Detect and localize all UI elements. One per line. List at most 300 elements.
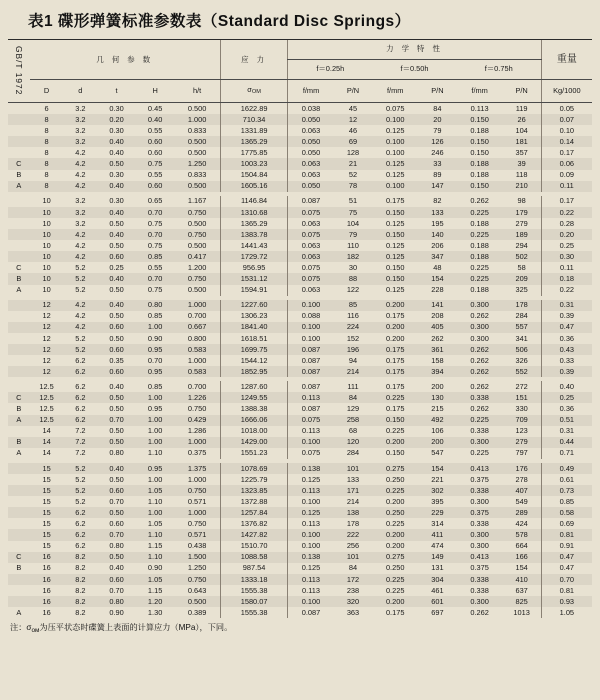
cell-f3: 0.113: [470, 103, 489, 113]
table-row: [8, 229, 592, 240]
cell-t: 0.50: [109, 285, 124, 295]
geometry-group-header: 几 何 参 数: [30, 40, 221, 79]
cell-D: 10: [42, 240, 51, 250]
cell-f1: 0.087: [288, 366, 334, 377]
cell-h/t: 0.500: [187, 596, 207, 606]
cell-mark: [8, 529, 30, 540]
cell-D: 12.5: [39, 404, 54, 414]
cell-t: 0.35: [109, 355, 124, 365]
cell-weight: 0.43: [541, 344, 592, 355]
cell-stress: 1841.40: [220, 322, 288, 333]
disc-spring-table: [8, 40, 592, 618]
cell-f2: 0.225: [385, 393, 405, 402]
cell-P2: 82: [433, 196, 442, 206]
cell-D: 14: [42, 426, 51, 436]
cell-P1: 52: [348, 170, 358, 180]
cell-P1: 120: [346, 437, 360, 447]
cell-t: 0.40: [109, 148, 124, 158]
cell-H: 0.85: [147, 381, 163, 391]
cell-P3: 284: [515, 311, 528, 321]
cell-H: 0.95: [147, 366, 163, 376]
table-row: [8, 355, 592, 366]
cell-weight: 0.49: [541, 463, 592, 474]
cell-f2: 0.175: [385, 344, 405, 354]
cell-stress: 1388.38: [220, 403, 288, 414]
cell-P2: 154: [431, 463, 444, 473]
cell-f1: 0.050: [288, 114, 334, 125]
cell-f2: 0.125: [385, 240, 405, 250]
cell-f1: 0.050: [288, 136, 334, 147]
cell-D: 8: [44, 136, 49, 146]
cell-D: 10: [42, 274, 51, 284]
cell-H: 0.85: [147, 311, 163, 321]
cell-h/t: 0.583: [187, 344, 207, 354]
cell-stress: 1365.29: [220, 136, 288, 147]
cell-stress: 1580.07: [220, 596, 288, 607]
cell-H: 1.05: [147, 519, 163, 529]
cell-D: 16: [42, 552, 51, 562]
cell-f1: 0.063: [288, 158, 334, 169]
table-row: [8, 207, 592, 218]
cell-mark: [8, 196, 30, 207]
cell-weight: 0.25: [541, 240, 592, 251]
col-f-075h: f/mm: [457, 79, 503, 102]
table-row: [8, 300, 592, 311]
cell-f2: 0.275: [385, 552, 405, 562]
cell-t: 0.60: [109, 519, 124, 529]
cell-h/t: 0.500: [187, 218, 207, 228]
cell-D: 14: [42, 448, 51, 458]
cell-h/t: 1.167: [187, 196, 207, 206]
cell-f3: 0.188: [470, 218, 489, 228]
cell-f1: 0.100: [288, 541, 334, 552]
cell-P1: 85: [348, 300, 358, 310]
cell-stress: 1376.82: [220, 518, 288, 529]
cell-d: 6.2: [75, 541, 86, 551]
cell-t: 0.50: [109, 218, 124, 228]
cell-weight: 0.58: [541, 507, 592, 518]
cell-D: 12: [42, 366, 51, 376]
cell-D: 12: [42, 300, 51, 310]
cell-weight: 0.91: [541, 541, 592, 552]
cell-weight: 0.39: [541, 311, 592, 322]
cell-P3: 294: [515, 240, 528, 250]
cell-d: 4.2: [75, 148, 86, 158]
table-row: [8, 426, 592, 437]
cell-weight: 0.05: [541, 103, 592, 115]
cell-f3: 0.150: [470, 181, 489, 191]
cell-h/t: 0.643: [187, 585, 207, 595]
cell-stress: 1504.84: [220, 170, 288, 181]
table-row: [8, 392, 592, 403]
cell-f2: 0.200: [385, 300, 405, 310]
table-row: [8, 474, 592, 485]
footnote-subscript: ом: [31, 627, 40, 635]
cell-h/t: 0.750: [187, 574, 207, 584]
cell-weight: 0.70: [541, 574, 592, 585]
cell-t: 0.50: [109, 552, 124, 562]
cell-d: 4.2: [75, 170, 86, 180]
cell-P3: 58: [517, 262, 526, 272]
cell-f2: 0.150: [385, 274, 405, 284]
cell-f2: 0.175: [385, 404, 405, 414]
cell-mark: B: [16, 437, 22, 447]
cell-H: 0.55: [147, 262, 163, 272]
cell-H: 0.70: [147, 207, 163, 217]
cell-P2: 547: [431, 448, 444, 458]
cell-mark: [8, 240, 30, 251]
cell-t: 0.30: [109, 170, 124, 180]
cell-f3: 0.338: [470, 426, 489, 436]
cell-d: 6.2: [75, 415, 86, 425]
table-row: [8, 136, 592, 147]
cell-H: 1.20: [147, 596, 163, 606]
cell-H: 0.70: [147, 229, 163, 239]
cell-D: 12: [42, 333, 51, 343]
cell-d: 3.2: [75, 218, 86, 228]
cell-h/t: 1.250: [187, 563, 207, 573]
cell-mark: [8, 229, 30, 240]
cell-P2: 126: [431, 136, 444, 146]
table-row: [8, 596, 592, 607]
cell-stress: 1531.12: [220, 273, 288, 284]
standard-label-cell: [8, 40, 30, 103]
cell-f1: 0.100: [288, 437, 334, 448]
cell-P3: 279: [515, 437, 528, 447]
cell-stress: 1227.60: [220, 300, 288, 311]
cell-H: 0.95: [147, 344, 163, 354]
cell-f3: 0.188: [470, 285, 489, 295]
cell-mark: [8, 366, 30, 377]
cell-f2: 0.200: [385, 496, 405, 506]
cell-stress: 1365.29: [220, 218, 288, 229]
cell-P3: 39: [517, 159, 526, 169]
cell-mark: [8, 333, 30, 344]
cell-f2: 0.100: [385, 136, 405, 146]
cell-t: 0.30: [109, 125, 124, 135]
footnote-post: 为压平状态时碟簧上表面的计算应力（MPa），下同。: [39, 623, 233, 633]
cell-d: 8.2: [75, 574, 86, 584]
cell-t: 0.40: [109, 136, 124, 146]
cell-h/t: 1.000: [187, 437, 207, 447]
cell-mark: A: [16, 181, 22, 191]
cell-P1: 196: [346, 344, 360, 354]
cell-f2: 0.150: [385, 229, 405, 239]
cell-mark: [8, 518, 30, 529]
cell-f1: 0.075: [288, 448, 334, 459]
cell-weight: 0.17: [541, 196, 592, 207]
cell-P2: 84: [433, 103, 442, 113]
cell-P1: 88: [348, 274, 358, 284]
table-row: [8, 496, 592, 507]
table-row: [8, 125, 592, 136]
cell-D: 15: [42, 485, 51, 495]
cell-weight: 0.31: [541, 300, 592, 311]
cell-P3: 209: [515, 274, 528, 284]
cell-weight: 0.30: [541, 251, 592, 262]
table-row: [8, 103, 592, 115]
cell-f1: 0.125: [288, 474, 334, 485]
cell-t: 0.20: [109, 114, 124, 124]
cell-d: 4.2: [75, 311, 86, 321]
cell-t: 0.40: [109, 274, 124, 284]
cell-stress: 1383.78: [220, 229, 288, 240]
cell-P1: 84: [348, 393, 358, 402]
cell-stress: 1852.95: [220, 366, 288, 377]
cell-H: 1.00: [147, 426, 163, 436]
cell-d: 8.2: [75, 596, 86, 606]
cell-P2: 154: [431, 274, 444, 284]
cell-t: 0.70: [109, 585, 124, 595]
cell-D: 8: [44, 159, 49, 169]
cell-f2: 0.175: [385, 355, 405, 365]
cell-H: 0.55: [147, 170, 163, 180]
cell-f2: 0.200: [385, 530, 405, 540]
cell-P3: 154: [515, 563, 528, 573]
cell-weight: 0.93: [541, 596, 592, 607]
table-row: [8, 381, 592, 392]
cell-stress: 1551.23: [220, 448, 288, 459]
cell-d: 6.2: [75, 366, 86, 376]
cell-P2: 215: [431, 404, 444, 414]
cell-P2: 33: [433, 159, 442, 169]
cell-f1: 0.087: [288, 344, 334, 355]
cell-stress: 1605.16: [220, 181, 288, 192]
cell-P1: 75: [348, 207, 358, 217]
cell-h/t: 0.750: [187, 274, 207, 284]
cell-stress: 1003.23: [220, 158, 288, 169]
cell-h/t: 0.750: [187, 485, 207, 495]
cell-d: 3.2: [75, 196, 86, 206]
cell-P1: 68: [348, 426, 358, 436]
cell-D: 16: [42, 596, 51, 606]
cell-d: 6.2: [75, 507, 86, 517]
cell-mark: [8, 147, 30, 158]
cell-P1: 111: [347, 381, 359, 391]
cell-h/t: 0.750: [187, 229, 207, 239]
cell-f2: 0.200: [385, 322, 405, 332]
cell-weight: 0.20: [541, 229, 592, 240]
mechanics-group-header: 力 学 特 性: [288, 40, 541, 59]
cell-D: 15: [42, 463, 51, 473]
cell-stress: 1622.89: [220, 103, 288, 115]
cell-h/t: 0.583: [187, 366, 207, 376]
cell-f3: 0.262: [470, 196, 489, 206]
cell-d: 6.2: [75, 355, 86, 365]
cell-mark: [8, 125, 30, 136]
cell-H: 0.80: [147, 300, 163, 310]
cell-D: 10: [42, 262, 51, 272]
cell-f1: 0.063: [288, 218, 334, 229]
cell-weight: 0.36: [541, 403, 592, 414]
cell-P2: 304: [431, 574, 444, 584]
cell-f2: 0.175: [385, 607, 405, 617]
cell-P3: 407: [515, 485, 528, 495]
cell-P3: 506: [515, 344, 528, 354]
cell-d: 4.2: [75, 251, 86, 261]
cell-P1: 12: [348, 114, 358, 124]
cell-P1: 101: [346, 463, 360, 473]
cell-mark: B: [16, 404, 22, 414]
cell-d: 4.2: [75, 322, 86, 332]
cell-d: 7.2: [75, 437, 86, 447]
cell-f2: 0.100: [385, 181, 405, 191]
cell-h/t: 1.000: [187, 355, 207, 365]
cell-f1: 0.100: [288, 300, 334, 311]
cell-weight: 0.11: [541, 262, 592, 273]
cell-f3: 0.225: [470, 262, 489, 272]
cell-stress: 1729.72: [220, 251, 288, 262]
cell-mark: A: [16, 285, 22, 295]
cell-stress: 1333.18: [220, 574, 288, 585]
cell-f3: 0.262: [470, 381, 489, 391]
cell-H: 1.15: [147, 585, 163, 595]
cell-f3: 0.225: [470, 448, 489, 458]
table-row: [8, 251, 592, 262]
cell-f3: 0.262: [470, 607, 489, 617]
cell-t: 0.50: [109, 437, 124, 447]
cell-D: 15: [42, 496, 51, 506]
cell-P2: 395: [431, 496, 444, 506]
cell-P2: 158: [431, 355, 444, 365]
cell-P3: 279: [515, 218, 528, 228]
cell-H: 1.15: [147, 541, 163, 551]
cell-P3: 181: [515, 136, 528, 146]
cell-f2: 0.175: [385, 311, 405, 321]
cell-P2: 228: [431, 285, 444, 295]
cell-stress: 1287.60: [220, 381, 288, 392]
cell-d: 5.2: [75, 474, 86, 484]
cell-h/t: 1.250: [187, 159, 207, 169]
cell-f1: 0.100: [288, 496, 334, 507]
cell-H: 1.05: [147, 574, 163, 584]
cell-D: 16: [42, 607, 51, 617]
cell-f3: 0.150: [470, 114, 489, 124]
load-075h-header: f＝0.75h: [457, 59, 542, 79]
cell-P3: 166: [515, 552, 528, 562]
cell-h/t: 0.500: [187, 148, 207, 158]
cell-stress: 710.34: [220, 114, 288, 125]
col-d: d: [63, 79, 97, 102]
cell-f1: 0.063: [288, 251, 334, 262]
cell-P2: 133: [431, 207, 444, 217]
cell-t: 0.25: [109, 262, 124, 272]
cell-P1: 79: [348, 229, 358, 239]
cell-stress: 1257.84: [220, 507, 288, 518]
table-row: [8, 218, 592, 229]
cell-P1: 224: [346, 322, 360, 332]
cell-d: 3.2: [75, 114, 86, 124]
cell-f3: 0.300: [470, 437, 489, 447]
cell-P2: 411: [431, 530, 444, 540]
cell-weight: 0.18: [541, 273, 592, 284]
cell-f2: 0.125: [385, 251, 405, 261]
cell-h/t: 0.571: [187, 530, 207, 540]
cell-f2: 0.200: [385, 541, 405, 551]
cell-P1: 30: [348, 262, 358, 272]
cell-stress: 1088.58: [220, 552, 288, 563]
cell-P1: 138: [346, 507, 360, 517]
cell-d: 3.2: [75, 207, 86, 217]
cell-f1: 0.113: [288, 485, 334, 496]
cell-weight: 0.28: [541, 218, 592, 229]
cell-P3: 98: [517, 196, 526, 206]
cell-d: 7.2: [75, 448, 86, 458]
cell-t: 0.40: [109, 229, 124, 239]
cell-t: 0.70: [109, 496, 124, 506]
cell-mark: [8, 311, 30, 322]
cell-f2: 0.125: [385, 159, 405, 169]
table-row: [8, 585, 592, 596]
cell-mark: [8, 474, 30, 485]
cell-D: 15: [42, 507, 51, 517]
cell-weight: 0.51: [541, 415, 592, 426]
cell-mark: B: [16, 274, 22, 284]
table-row: [8, 262, 592, 273]
cell-f2: 0.125: [385, 125, 405, 135]
cell-d: 5.2: [75, 485, 86, 495]
cell-f1: 0.063: [288, 240, 334, 251]
footnote-pre: 注：σ: [10, 623, 32, 633]
table-row: [8, 415, 592, 426]
cell-weight: 0.10: [541, 125, 592, 136]
table-row: [8, 463, 592, 474]
cell-P2: 200: [431, 381, 444, 391]
cell-mark: [8, 355, 30, 366]
cell-P2: 106: [431, 426, 444, 436]
cell-d: 5.2: [75, 262, 86, 272]
cell-t: 0.80: [109, 596, 124, 606]
cell-d: 6.2: [75, 530, 86, 540]
cell-stress: 1555.38: [220, 585, 288, 596]
cell-P1: 238: [346, 585, 360, 595]
cell-f3: 0.150: [470, 136, 489, 146]
cell-f3: 0.338: [470, 393, 489, 402]
cell-stress: 1249.55: [220, 392, 288, 403]
cell-t: 0.40: [109, 300, 124, 310]
cell-H: 0.75: [147, 218, 163, 228]
cell-mark: A: [16, 415, 22, 425]
cell-D: 12: [42, 322, 51, 332]
col-f-050h: f/mm: [372, 79, 418, 102]
cell-t: 0.50: [109, 333, 124, 343]
cell-mark: [8, 322, 30, 333]
cell-weight: 0.85: [541, 496, 592, 507]
cell-f3: 0.188: [470, 125, 489, 135]
cell-f3: 0.188: [470, 170, 489, 180]
cell-d: 5.2: [75, 285, 86, 295]
cell-P1: 45: [348, 103, 358, 113]
cell-f2: 0.150: [385, 207, 405, 217]
cell-stress: 1429.00: [220, 437, 288, 448]
cell-H: 1.30: [147, 607, 163, 617]
table-row: [8, 518, 592, 529]
cell-weight: 0.31: [541, 426, 592, 437]
table-row: [8, 552, 592, 563]
table-row: [8, 574, 592, 585]
cell-h/t: 0.571: [187, 496, 207, 506]
cell-f1: 0.075: [288, 273, 334, 284]
cell-weight: 0.69: [541, 518, 592, 529]
cell-P1: 214: [346, 496, 360, 506]
cell-P1: 128: [346, 148, 360, 158]
cell-f2: 0.100: [385, 114, 405, 124]
cell-h/t: 0.438: [187, 541, 207, 551]
cell-P1: 178: [346, 519, 360, 529]
cell-weight: 0.44: [541, 437, 592, 448]
cell-P3: 151: [515, 393, 528, 402]
cell-stress: 1078.69: [220, 463, 288, 474]
